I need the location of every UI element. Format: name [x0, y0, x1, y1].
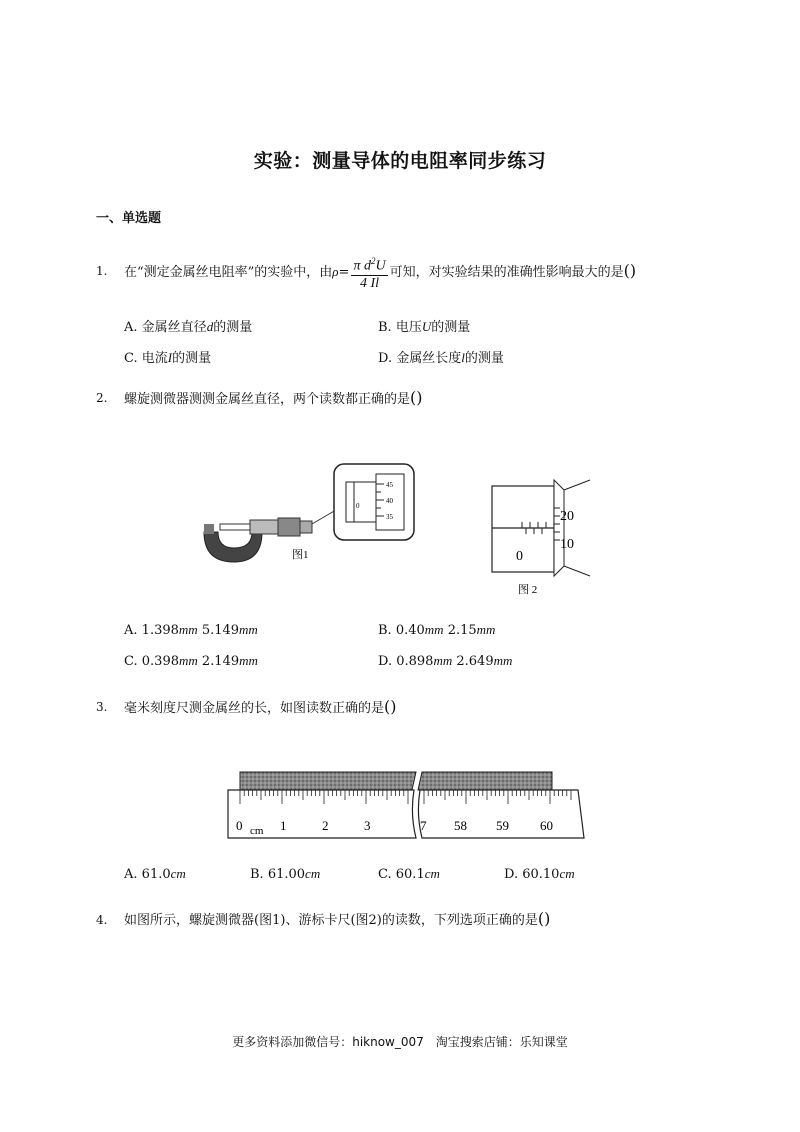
q1-option-b[interactable]: [378, 316, 470, 335]
q1-formula-denominator: 4 Il: [359, 275, 380, 291]
q2-option-a-label: A.: [124, 623, 138, 638]
q4-text-mid: 、游标卡尺: [285, 913, 351, 928]
q2-option-d-v2: 2.649: [456, 654, 494, 669]
micrometer-spindle: [220, 524, 250, 530]
q2-option-d[interactable]: [378, 653, 512, 669]
fig2-knurl-bottom: [564, 566, 590, 576]
micrometer-ratchet: [300, 521, 312, 533]
q1-eq: =: [338, 264, 350, 280]
q4-text-fig2: (图2): [350, 913, 382, 928]
q3-option-c-label: C.: [378, 867, 392, 882]
q1-option-b-pre: 电压: [395, 320, 422, 335]
q2-paren: (): [410, 388, 423, 407]
q1-option-b-var: U: [421, 319, 432, 334]
q3-option-b-label: B.: [250, 867, 264, 882]
q4-text-pre: 如图所示，螺旋测微器: [124, 913, 255, 928]
page-footer: 更多资料添加微信号：hiknow_007 淘宝搜索店铺：乐知课堂: [232, 1035, 568, 1049]
micrometer-thimble: [278, 518, 300, 536]
q3-option-a-unit: cm: [170, 866, 186, 881]
micrometer-frame: [204, 532, 262, 562]
ruler-label-0: 0: [236, 818, 243, 833]
q1-option-d-var: l: [461, 350, 465, 365]
q1-option-d-pre: 金属丝长度: [396, 351, 462, 366]
q2-option-d-u1: mm: [433, 653, 453, 668]
fig2-caption: 图 2: [518, 584, 538, 596]
zoom-label-40: 40: [386, 497, 393, 505]
q1-option-a-pre: 金属丝直径: [141, 320, 207, 335]
q1-u: U: [375, 258, 386, 274]
ruler-label-58: 58: [454, 818, 467, 833]
q2-option-a-u2: mm: [239, 622, 258, 637]
q2-text-body: 螺旋测微器测测金属丝直径，两个读数都正确的是: [124, 392, 411, 407]
q1-d: d: [363, 258, 371, 274]
zoom-label-45: 45: [386, 481, 393, 489]
q2-option-a-v1: 1.398: [141, 623, 179, 638]
q1-option-b-post: 的测量: [431, 320, 471, 335]
q1-option-d-post: 的测量: [464, 351, 504, 366]
q1-exp: 2: [370, 256, 376, 266]
q1-option-a-var: d: [206, 319, 214, 334]
q2-option-b-u1: mm: [424, 622, 444, 637]
q1-option-c-post: 的测量: [172, 351, 212, 366]
q3-option-d-unit: cm: [559, 866, 575, 881]
q3-ruler-figure: [226, 768, 586, 848]
q1-option-b-label: B.: [378, 320, 392, 335]
q1-formula-numerator: [351, 253, 387, 276]
q3-option-b-value: 61.00: [267, 867, 306, 882]
q1-option-c-label: C.: [124, 351, 138, 366]
q2-option-c-v2: 2.149: [201, 654, 240, 669]
q2-option-b-v2: 2.15: [447, 623, 477, 638]
q3-text: [124, 697, 397, 716]
q3-option-b[interactable]: [250, 866, 320, 882]
q1-option-c-var: I: [167, 350, 173, 365]
q4-text: [124, 909, 550, 928]
q1-number: 1.: [96, 264, 108, 278]
q1-option-c[interactable]: [124, 347, 211, 366]
ruler-label-7: 7: [420, 818, 427, 833]
zoom-label-35: 35: [386, 513, 393, 521]
zoom-sleeve-zero: 0: [356, 502, 360, 510]
q4-text-post: 的读数，下列选项正确的是: [381, 913, 538, 928]
fig1-caption: 图1: [292, 549, 309, 561]
ruler-label-3: 3: [364, 818, 371, 833]
q2-option-a[interactable]: [124, 622, 258, 638]
q2-text: [124, 388, 423, 407]
fig2-knurl: [564, 480, 590, 490]
q1-option-a-post: 的测量: [213, 320, 253, 335]
q3-option-b-unit: cm: [305, 866, 321, 881]
q1-option-d-label: D.: [378, 351, 393, 366]
q3-option-c-unit: cm: [424, 866, 440, 881]
q2-option-b[interactable]: [378, 622, 495, 638]
q1-option-a[interactable]: [124, 316, 252, 335]
ruler-object-left: [240, 772, 416, 790]
q2-option-c[interactable]: [124, 653, 258, 669]
q2-option-d-label: D.: [378, 654, 393, 669]
ruler-label-59: 59: [496, 818, 509, 833]
ruler-unit: cm: [250, 825, 264, 837]
q2-option-c-u2: mm: [239, 653, 258, 668]
q1-rho: ρ: [332, 263, 339, 279]
q3-option-a[interactable]: [124, 866, 186, 882]
q3-option-d[interactable]: [504, 866, 575, 882]
q2-figure-1-micrometer: [196, 460, 426, 575]
q2-option-c-label: C.: [124, 654, 138, 669]
q2-option-b-v1: 0.40: [395, 623, 425, 638]
q2-option-a-u1: mm: [178, 622, 198, 637]
q2-option-a-v2: 5.149: [201, 623, 240, 638]
ruler-label-60: 60: [540, 818, 553, 833]
q4-number: 4.: [96, 913, 108, 927]
q3-paren: (): [384, 697, 397, 716]
q3-option-a-value: 61.0: [141, 867, 171, 882]
q4-paren: (): [537, 909, 551, 928]
q3-text-body: 毫米刻度尺测金属丝的长，如图读数正确的是: [124, 701, 385, 716]
q3-option-c-value: 60.1: [395, 867, 425, 882]
fig2-label-zero: 0: [516, 549, 523, 564]
page-title: 实验：测量导体的电阻率同步练习: [253, 150, 547, 172]
q2-option-c-u1: mm: [178, 653, 198, 668]
ruler-label-2: 2: [322, 818, 329, 833]
q1-text-pre: 在“测定金属丝电阻率”的实验中，由: [124, 264, 333, 280]
q2-number: 2.: [96, 391, 108, 405]
fig2-thimble: [554, 480, 564, 576]
q2-option-b-u2: mm: [476, 622, 496, 637]
q1-text: [124, 253, 636, 292]
q2-option-b-label: B.: [378, 623, 392, 638]
fig2-label-10: 10: [560, 537, 574, 552]
q1-text-post: 可知，对实验结果的准确性影响最大的是: [389, 264, 624, 280]
fig2-label-20: 20: [560, 509, 574, 524]
q1-formula-fraction: [351, 253, 387, 292]
q1-option-d[interactable]: [378, 347, 504, 366]
q3-option-d-label: D.: [504, 867, 519, 882]
section-heading: 一、单选题: [96, 211, 162, 226]
ruler-label-1: 1: [280, 818, 287, 833]
zoom-sleeve: [346, 482, 376, 522]
q3-option-d-value: 60.10: [522, 867, 560, 882]
micrometer-anvil: [204, 524, 214, 534]
q1-option-a-label: A.: [124, 320, 138, 335]
ruler-object-right: [418, 772, 552, 790]
q2-figure-2-micrometer: [460, 472, 610, 602]
q3-number: 3.: [96, 700, 108, 714]
micrometer-sleeve: [250, 520, 278, 534]
q4-text-fig1: (图1): [254, 913, 286, 928]
q1-pi: π: [353, 258, 361, 274]
q1-option-c-pre: 电流: [141, 351, 168, 366]
q3-option-a-label: A.: [124, 867, 138, 882]
q2-option-d-u2: mm: [493, 653, 513, 668]
q2-option-c-v1: 0.398: [141, 654, 179, 669]
q1-paren: (): [623, 260, 637, 280]
q2-option-d-v1: 0.898: [396, 654, 434, 669]
q3-option-c[interactable]: [378, 866, 440, 882]
fig2-sleeve: [492, 486, 554, 572]
zoom-leader: [312, 510, 336, 524]
